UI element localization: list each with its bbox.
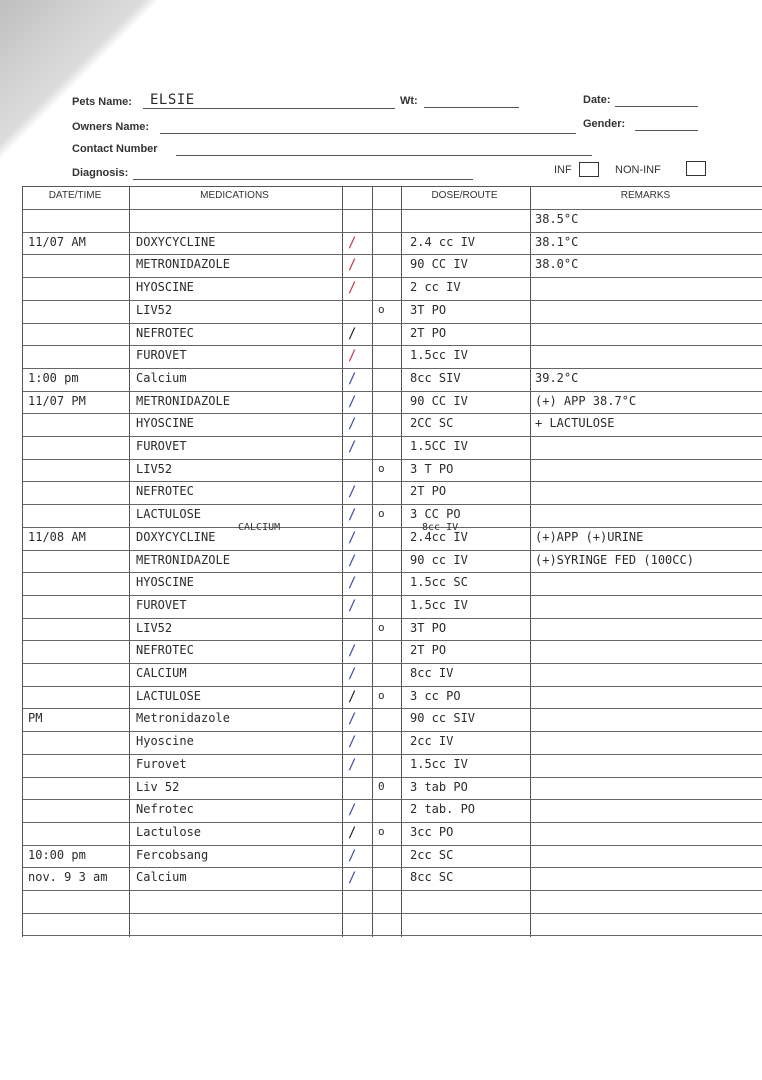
row-divider [23,867,762,868]
row-dose-route[interactable]: 90 CC IV [410,257,468,272]
row-check-mark[interactable]: / [348,280,357,297]
row-dose-route[interactable]: 1.5cc SC [410,575,468,590]
row-divider [23,481,762,482]
row-dose-route[interactable]: 2 tab. PO [410,802,476,817]
header-row-divider [23,209,762,210]
row-medication[interactable]: LIV52 [136,302,173,317]
row-medication[interactable]: FUROVET [136,439,187,453]
row-medication[interactable]: Lactulose [136,824,202,839]
row-divider [23,890,762,891]
row-divider [23,595,762,596]
row-medication[interactable]: NEFROTEC [136,484,194,499]
row-medication[interactable]: LACTULOSE [136,507,202,522]
owners-name-label: Owners Name: [72,121,150,133]
row-remarks[interactable]: (+)APP (+)URINE [535,529,644,544]
row-check-mark[interactable]: / [348,552,357,569]
noninf-label: NON-INF [615,164,661,176]
row-dose-route[interactable]: 90 CC IV [410,393,468,408]
row-o-mark[interactable]: o [378,507,385,521]
date-label: Date: [583,94,611,106]
row-check-mark[interactable]: / [348,484,357,501]
row-divider [23,277,762,278]
row-divider [23,254,762,255]
row-medication[interactable]: HYOSCINE [136,416,194,431]
row-medication[interactable]: DOXYCYCLINE [136,234,216,249]
row-check-mark[interactable]: / [348,847,357,864]
row-medication[interactable]: CALCIUM [136,666,187,680]
row-check-mark[interactable]: / [348,802,357,819]
row-dose-route[interactable]: 90 cc IV [410,552,468,567]
row-dose-route[interactable]: 8cc SIV [410,370,461,385]
row-medication[interactable]: Hyoscine [136,734,194,749]
row-medication[interactable]: NEFROTEC [136,643,194,658]
contact-label: Contact Number [72,143,158,155]
wt-label: Wt: [400,95,418,107]
row-divider [23,572,762,573]
row-remarks[interactable]: (+) APP 38.7°C [535,393,637,408]
row-medication[interactable]: LACTULOSE [136,688,202,703]
row-divider [23,822,762,823]
margin-note-calcium: CALCIUM [238,522,281,533]
row-divider [23,323,762,324]
row-divider [23,232,762,233]
row-divider [23,368,762,369]
row-divider [23,413,762,414]
row-dose-route[interactable]: 1.5CC IV [410,439,468,453]
row-remarks[interactable]: 38.5°C [535,212,579,226]
row-divider [23,777,762,778]
wt-line[interactable] [424,107,519,108]
row-divider [23,663,762,664]
row-dose-route[interactable]: 3 cc PO [410,688,461,703]
row-divider [23,527,762,528]
row-dose-route[interactable]: 8cc IV [410,666,454,680]
row-check-mark[interactable]: / [348,756,357,773]
row-divider [23,391,762,392]
row-divider [23,708,762,709]
row-remarks[interactable]: (+)SYRINGE FED (100CC) [535,552,694,567]
row-o-mark[interactable]: 0 [378,779,385,793]
row-divider [23,731,762,732]
row-o-mark[interactable]: o [378,824,385,838]
row-check-mark[interactable]: / [348,711,357,728]
row-dose-route[interactable]: 3 CC PO [410,507,461,522]
row-dose-route[interactable]: 3cc PO [410,824,454,839]
row-dose-route[interactable]: 3T PO [410,620,447,635]
row-check-mark[interactable]: / [348,393,357,410]
diagnosis-label: Diagnosis: [72,167,129,179]
row-check-mark[interactable]: / [348,688,357,705]
row-dose-route[interactable]: 3 tab PO [410,779,468,794]
row-dose-route[interactable]: 1.5cc IV [410,756,468,771]
row-medication[interactable]: Metronidazole [136,711,230,726]
row-medication[interactable]: DOXYCYCLINE [136,529,216,544]
contact-line[interactable] [176,155,592,156]
row-divider [23,345,762,346]
row-check-mark[interactable]: / [348,824,357,841]
row-check-mark[interactable]: / [348,416,357,433]
inf-label: INF [554,164,572,176]
row-check-mark[interactable]: / [348,597,357,614]
row-medication[interactable]: METRONIDAZOLE [136,257,230,272]
row-medication[interactable]: LIV52 [136,461,173,476]
row-medication[interactable]: Furovet [136,756,187,771]
row-check-mark[interactable]: / [348,666,357,682]
row-dose-route[interactable]: 2T PO [410,484,447,499]
row-check-mark[interactable]: / [348,734,357,751]
row-remarks[interactable]: + LACTULOSE [535,416,615,431]
row-divider [23,504,762,505]
header-medications: MEDICATIONS [200,190,269,201]
margin-note-calcium-dose: 8cc IV [422,522,459,533]
row-divider [23,436,762,437]
row-medication[interactable]: Fercobsang [136,847,209,862]
row-dose-route[interactable]: 2.4 cc IV [410,234,476,249]
gender-line[interactable] [635,130,698,131]
row-divider [23,550,762,551]
folded-corner [0,0,160,160]
row-divider [23,913,762,914]
diagnosis-line[interactable] [133,179,473,180]
date-line[interactable] [615,106,698,107]
row-dose-route[interactable]: 8cc SC [410,870,454,885]
row-medication[interactable]: FUROVET [136,348,187,363]
row-medication[interactable]: METRONIDAZOLE [136,393,230,408]
noninf-checkbox[interactable] [686,161,706,176]
row-dose-route[interactable]: 2T PO [410,643,447,658]
row-check-mark[interactable]: / [348,439,357,455]
row-dose-route[interactable]: 3 T PO [410,461,454,476]
inf-checkbox[interactable] [579,162,599,177]
header-datetime: DATE/TIME [48,190,102,201]
row-dose-route[interactable]: 90 cc SIV [410,711,476,726]
row-divider [23,300,762,301]
row-divider [23,845,762,846]
row-check-mark[interactable]: / [348,257,357,274]
row-o-mark[interactable]: o [378,302,385,316]
row-medication[interactable]: Calcium [136,370,187,385]
row-divider [23,459,762,460]
row-dose-route[interactable]: 2 cc IV [410,280,461,295]
row-check-mark[interactable]: / [348,507,357,524]
row-divider [23,754,762,755]
row-check-mark[interactable]: / [348,870,357,887]
row-dose-route[interactable]: 2T PO [410,325,447,340]
row-check-mark[interactable]: / [348,370,357,387]
row-check-mark[interactable]: / [348,575,357,592]
row-medication[interactable]: Liv 52 [136,779,180,794]
row-o-mark[interactable]: o [378,461,385,475]
row-datetime[interactable]: 10:00 pm [28,847,86,862]
row-divider [23,935,762,936]
row-remarks[interactable]: 38.0°C [535,257,579,272]
row-dose-route[interactable]: 2cc IV [410,734,454,749]
row-medication[interactable]: FUROVET [136,597,187,612]
owners-name-line[interactable] [160,133,576,134]
row-check-mark[interactable]: / [348,325,357,342]
row-datetime[interactable]: 11/07 PM [28,393,86,408]
row-divider [23,640,762,641]
row-dose-route[interactable]: 2.4cc IV [410,529,468,544]
row-check-mark[interactable]: / [348,234,357,251]
row-o-mark[interactable]: o [378,620,385,634]
gender-label: Gender: [583,118,626,130]
row-divider [23,618,762,619]
row-medication[interactable]: HYOSCINE [136,575,194,590]
row-datetime[interactable]: PM [28,711,43,726]
row-dose-route[interactable]: 1.5cc IV [410,597,468,612]
row-divider [23,799,762,800]
row-datetime[interactable]: 11/07 AM [28,234,86,249]
row-check-mark[interactable]: / [348,529,357,546]
row-o-mark[interactable]: o [378,688,385,702]
row-datetime[interactable]: nov. 9 3 am [28,870,108,885]
row-divider [23,686,762,687]
row-medication[interactable]: Calcium [136,870,187,885]
row-medication[interactable]: NEFROTEC [136,325,194,340]
header-dose: DOSE/ROUTE [431,190,498,201]
row-check-mark[interactable]: / [348,643,357,660]
row-remarks[interactable]: 38.1°C [535,234,579,249]
row-medication[interactable]: HYOSCINE [136,280,194,295]
row-dose-route[interactable]: 3T PO [410,302,447,317]
pets-name-line [143,108,395,109]
pets-name-value[interactable]: ELSIE [150,92,195,108]
pets-name-label: Pets Name: [72,96,132,108]
row-datetime[interactable]: 1:00 pm [28,370,79,385]
row-check-mark[interactable]: / [348,348,357,365]
row-dose-route[interactable]: 1.5cc IV [410,348,468,363]
row-medication[interactable]: Nefrotec [136,802,194,817]
row-medication[interactable]: METRONIDAZOLE [136,552,230,567]
row-dose-route[interactable]: 2cc SC [410,847,454,862]
row-remarks[interactable]: 39.2°C [535,370,579,385]
row-datetime[interactable]: 11/08 AM [28,529,86,544]
row-dose-route[interactable]: 2CC SC [410,416,454,431]
header-remarks: REMARKS [620,190,671,201]
row-medication[interactable]: LIV52 [136,620,173,635]
